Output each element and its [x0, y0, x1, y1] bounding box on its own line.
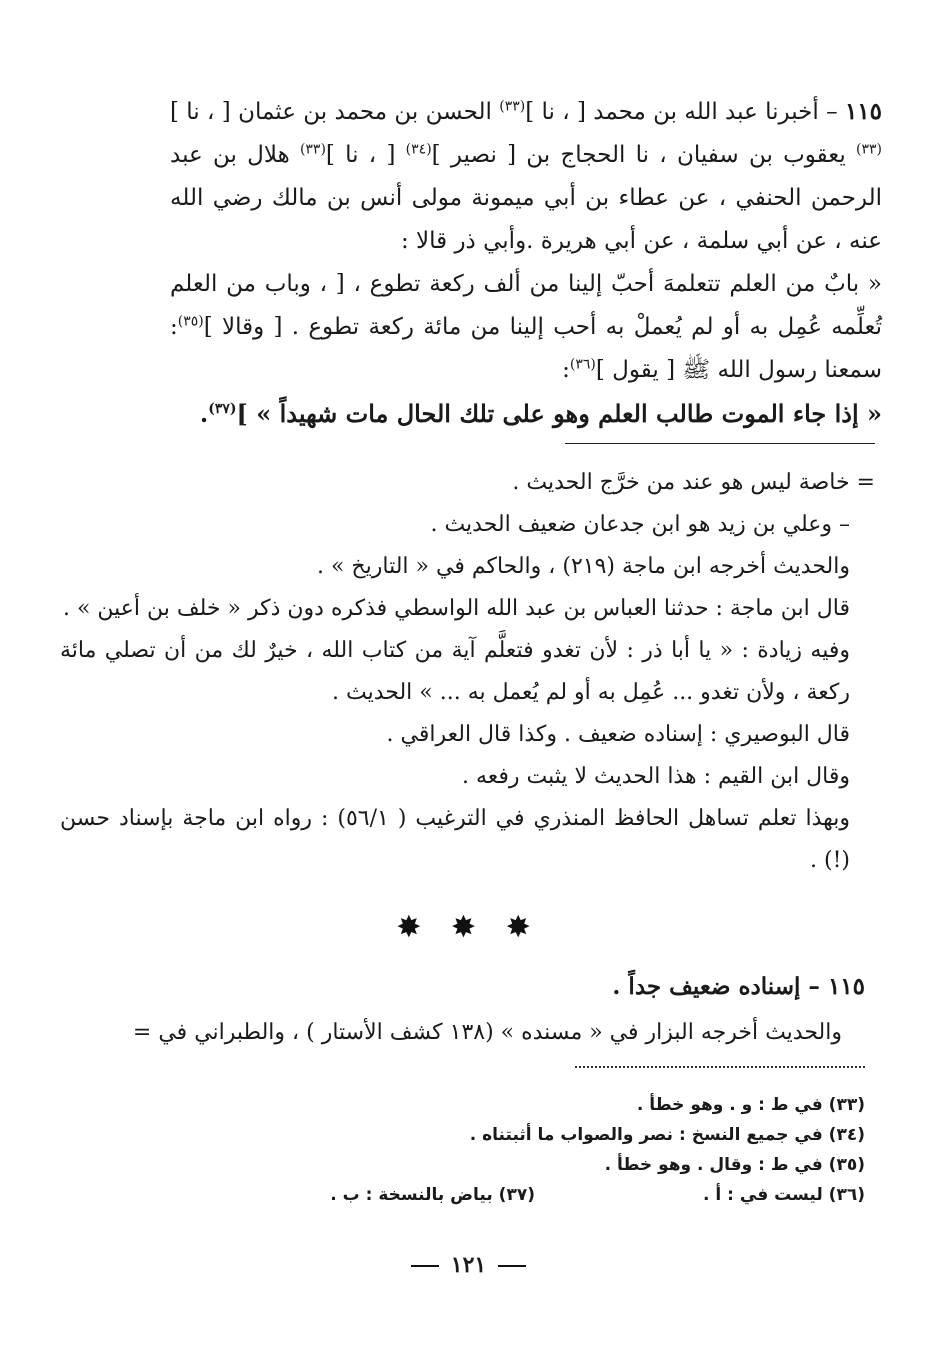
footnote-separator — [575, 1066, 865, 1068]
text-segment: [ ، نا ] — [325, 142, 406, 168]
hadith-quote — [170, 392, 882, 435]
footnote-ref: (٣٥) — [177, 313, 204, 330]
footnote-ref: (٣٣) — [499, 98, 526, 115]
note-paragraph: وفيه زيادة : « يا أبا ذر : لأن تغدو فتعلَّم آية من كتاب الله ، خيرٌ لك من أن تصلي مائة ركعة ، ولأن تغدو ... عُمِل به أو لم يُعمل به ... » الحديث . — [60, 638, 850, 705]
separator-line — [565, 443, 875, 444]
footnote-37: (٣٧) بياض بالنسخة : ب . — [330, 1185, 535, 1205]
page-number — [0, 1252, 937, 1278]
text-segment: يعقوب بن سفيان ، نا الحجاج بن [ نصير ] — [431, 142, 857, 168]
dash-decoration — [411, 1265, 439, 1267]
text-segment: : — [562, 357, 570, 383]
dash-decoration — [498, 1265, 526, 1267]
footnote-ref: (٣٣) — [856, 141, 882, 158]
hadith-paragraph-2 — [170, 263, 882, 392]
commentary-notes — [60, 462, 875, 882]
hadith-text — [170, 90, 882, 435]
note-paragraph: وبهذا تعلم تساهل الحافظ المنذري في الترغيب ( ٥٦/١) : رواه ابن ماجة بإسناد حسن (!) . — [60, 806, 851, 873]
text-segment: هلال بن عبد الرحمن الحنفي ، عن عطاء بن أبي ميمونة مولى أنس بن مالك رضي الله عنه ، عن أبي سلمة ، عن أبي هريرة .وأبي ذر قالا : — [170, 142, 882, 254]
text-segment: : سمعنا رسول الله ﷺ [ يقول ] — [170, 314, 882, 383]
footnote-ref: (٣٧) — [208, 401, 237, 417]
hadith-number: ١١٥ — [844, 98, 882, 125]
note-paragraph: قال البوصيري : إسناده ضعيف . وكذا قال العراقي . — [386, 722, 850, 747]
text-segment: « بابٌ من العلم تتعلمهَ أحبّ إلينا من ألف ركعة تطوع ، [ ، وباب من العلم تُعلِّمه عُمِل به أو لم يُعملْ به أحب إلينا من مائة ركعة تطوع . [ وقالا ] — [170, 271, 882, 340]
note-paragraph: والحديث أخرجه ابن ماجة (٢١٩) ، والحاكم في « التاريخ » . — [316, 554, 850, 579]
section-divider-stars: ✸ ✸ ✸ — [396, 910, 541, 945]
hadith-paragraph — [170, 90, 882, 263]
text-segment: – أخبرنا عبد الله بن محمد [ ، نا ] — [525, 99, 845, 125]
footnote-33: (٣٣) في ط : و . وهو خطأ . — [636, 1095, 865, 1115]
note-paragraph: قال ابن ماجة : حدثنا العباس بن عبد الله الواسطي فذكره دون ذكر « خلف بن أعين » . — [62, 596, 850, 621]
footnote-ref: (٣٣) — [299, 141, 326, 158]
quote-end: . — [199, 399, 209, 428]
source-line: والحديث أخرجه البزار في « مسنده » (١٣٨ كشف الأستار ) ، والطبراني في = — [132, 1020, 842, 1045]
footnotes — [60, 1090, 865, 1210]
note-paragraph: – وعلي بن زيد هو ابن جدعان ضعيف الحديث . — [430, 512, 850, 537]
text-segment: الحسن بن محمد بن عثمان [ ، نا ] — [170, 99, 500, 125]
footnote-ref: (٣٤) — [405, 141, 432, 158]
quote-text: « إذا جاء الموت طالب العلم وهو على تلك الحال مات شهيداً » ] — [236, 399, 882, 428]
footnote-ref: (٣٦) — [569, 356, 596, 373]
page-number-value: ١٢١ — [450, 1252, 487, 1278]
grade-heading: ١١٥ – إسناده ضعيف جداً . — [612, 973, 865, 1000]
footnote-row — [60, 1180, 865, 1210]
footnote-36: (٣٦) ليست في : أ . — [703, 1185, 865, 1205]
footnote-34: (٣٤) في جميع النسخ : نصر والصواب ما أثبتناه . — [469, 1125, 865, 1145]
note-paragraph: وقال ابن القيم : هذا الحديث لا يثبت رفعه . — [461, 764, 850, 789]
note-paragraph: = خاصة ليس هو عند من خرَّج الحديث . — [512, 470, 875, 495]
footnote-35: (٣٥) في ط : وقال . وهو خطأ . — [604, 1155, 865, 1175]
